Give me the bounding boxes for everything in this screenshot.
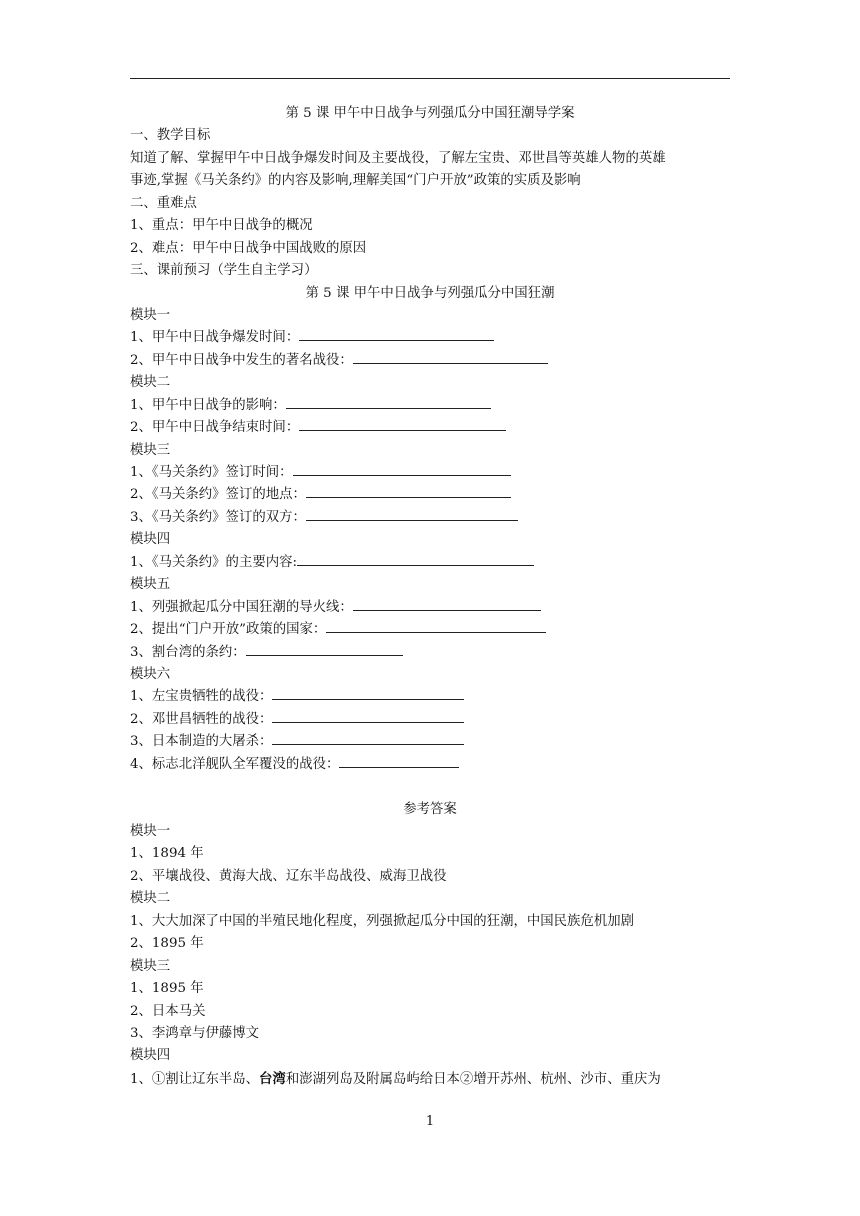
question-label: 1、甲午中日战争爆发时间： <box>130 330 300 346</box>
answer-blank[interactable] <box>299 417 506 431</box>
question-row <box>130 731 730 753</box>
question-label: 4、标志北洋舰队全军覆没的战役： <box>130 756 340 772</box>
answer-line: 1、1895 年 <box>130 981 204 997</box>
answer-blank[interactable] <box>326 619 546 633</box>
question-label: 1、左宝贵牺牲的战役： <box>130 689 273 705</box>
question-label: 2、甲午中日战争中发生的著名战役： <box>130 352 353 368</box>
answer-blank[interactable] <box>272 686 464 700</box>
goals-text-line-1: 知道了解、掌握甲午中日战争爆发时间及主要战役，了解左宝贵、邓世昌等英雄人物的英雄 <box>130 150 666 166</box>
answer-line: 1、大大加深了中国的半殖民地化程度，列强掀起瓜分中国的狂潮，中国民族危机加剧 <box>130 913 634 929</box>
question-label: 3、割台湾的条约： <box>130 644 246 660</box>
answer-blank[interactable] <box>272 709 464 723</box>
section-heading-key-points: 二、重难点 <box>130 195 197 211</box>
question-row <box>130 754 730 776</box>
answer-text: 1、①割让辽东半岛、 <box>130 1071 260 1087</box>
question-label: 3、日本制造的大屠杀： <box>130 734 273 750</box>
answer-blank[interactable] <box>272 731 464 745</box>
answer-line: 3、李鸿章与伊藤博文 <box>130 1025 260 1041</box>
question-label: 3、《马关条约》签订的双方： <box>130 509 306 525</box>
answer-blank[interactable] <box>353 350 548 364</box>
answer-line <box>130 1068 730 1090</box>
question-row <box>130 484 730 506</box>
answer-blank[interactable] <box>353 597 541 611</box>
answer-blank[interactable] <box>339 754 459 768</box>
answers-title: 参考答案 <box>403 801 457 817</box>
key-point-1: 1、重点：甲午中日战争的概况 <box>130 218 313 234</box>
answer-text: 和澎湖列岛及附属岛屿给日本②增开苏州、杭州、沙市、重庆为 <box>285 1071 661 1087</box>
question-label: 2、《马关条约》签订的地点： <box>130 487 306 503</box>
question-label: 1、《马关条约》签订时间： <box>130 465 293 480</box>
module-2-heading: 模块二 <box>130 375 171 391</box>
key-point-2: 2、难点：甲午中日战争中国战败的原因 <box>130 240 367 256</box>
document-body <box>130 103 730 1090</box>
section-heading-preview: 三、课前预习（学生自主学习） <box>130 263 318 279</box>
question-row <box>130 507 730 529</box>
spacer <box>130 776 730 798</box>
answer-blank[interactable] <box>293 462 511 476</box>
answer-blank[interactable] <box>306 484 511 498</box>
page-title: 第 5 课 甲午中日战争与列强瓜分中国狂潮导学案 <box>285 106 575 121</box>
question-label: 1、列强掀起瓜分中国狂潮的导火线： <box>130 599 353 615</box>
answer-module-2-heading: 模块二 <box>130 891 171 907</box>
answer-blank[interactable] <box>306 507 518 521</box>
question-label: 1、《马关条约》的主要内容: <box>130 554 298 570</box>
answer-line: 1、1894 年 <box>130 846 204 862</box>
answer-module-1-heading: 模块一 <box>130 824 171 839</box>
answer-blank[interactable] <box>297 552 534 566</box>
question-row <box>130 462 730 484</box>
answer-blank[interactable] <box>246 642 403 656</box>
question-row <box>130 327 730 349</box>
module-4-heading: 模块四 <box>130 532 171 548</box>
answer-line: 2、1895 年 <box>130 936 204 952</box>
answer-module-4-heading: 模块四 <box>130 1048 171 1064</box>
answer-blank[interactable] <box>286 395 491 409</box>
question-label: 2、甲午中日战争结束时间： <box>130 420 300 436</box>
question-row <box>130 417 730 439</box>
module-5-heading: 模块五 <box>130 577 171 593</box>
question-row <box>130 597 730 619</box>
module-1-heading: 模块一 <box>130 307 171 323</box>
header-rule <box>130 78 730 79</box>
question-row <box>130 709 730 731</box>
question-row <box>130 395 730 417</box>
question-row <box>130 686 730 708</box>
answer-line: 2、平壤战役、黄海大战、辽东半岛战役、威海卫战役 <box>130 868 447 884</box>
answer-blank[interactable] <box>299 327 494 341</box>
module-6-heading: 模块六 <box>130 666 171 682</box>
question-label: 2、邓世昌牺牲的战役： <box>130 711 273 727</box>
question-row <box>130 552 730 574</box>
answer-line: 2、日本马关 <box>130 1003 206 1019</box>
question-label: 2、提出“门户开放”政策的国家： <box>130 622 327 638</box>
answer-module-3-heading: 模块三 <box>130 958 171 974</box>
question-row <box>130 350 730 372</box>
answer-bold-text: 台湾 <box>259 1070 286 1087</box>
module-3-heading: 模块三 <box>130 442 171 458</box>
section-heading-goals: 一、教学目标 <box>130 128 211 144</box>
question-row <box>130 642 730 664</box>
preview-subtitle: 第 5 课 甲午中日战争与列强瓜分中国狂潮 <box>305 285 555 301</box>
question-label: 1、甲午中日战争的影响： <box>130 397 286 413</box>
question-row <box>130 619 730 641</box>
page-number: 1 <box>425 1114 435 1129</box>
goals-text-line-2: 事迹,掌握《马关条约》的内容及影响,理解美国“门户开放”政策的实质及影响 <box>130 173 581 189</box>
